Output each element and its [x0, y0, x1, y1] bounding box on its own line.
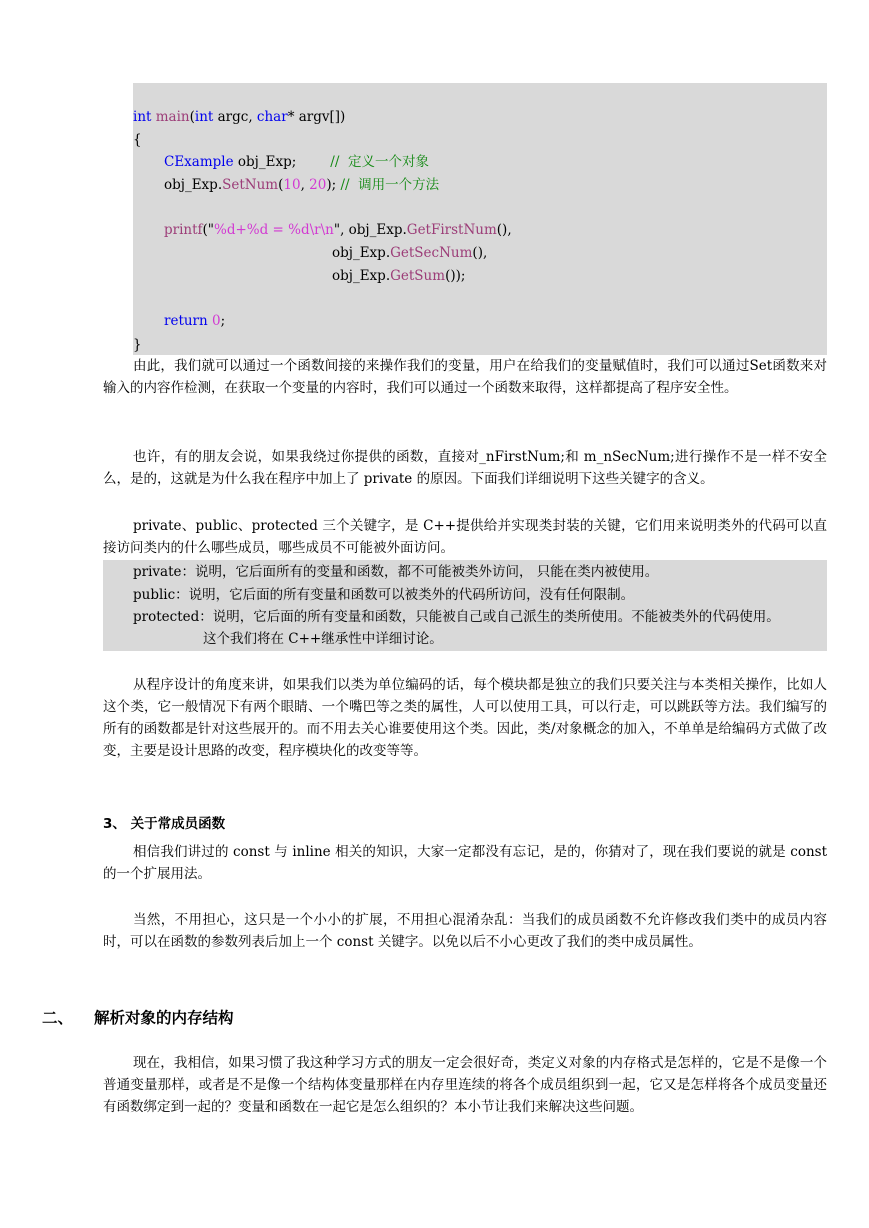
- code-keyword: int: [194, 109, 214, 125]
- code-text: obj_Exp;: [233, 154, 297, 170]
- paragraph-text: 由此，我们就可以通过一个函数间接的来操作我们的变量，用户在给我们的变量赋值时，我们可以通过Set函数来对输入的内容作检测，在获取一个变量的内容时，我们可以通过一个函数来取得，这样都提高了程序安全性。: [103, 358, 827, 396]
- code-text: ;: [220, 313, 226, 329]
- code-line-setnum: [164, 177, 439, 193]
- code-function: main: [155, 109, 190, 125]
- paragraph-text: 现在，我相信，如果习惯了我这种学习方式的朋友一定会很好奇，类定义对象的内存格式是怎样的，它是不是像一个普通变量那样，或者是不是像一个结构体变量那样在内存里连续的将各个成员组织到一起，它又是怎样将各个成员变量还有函数绑定到一起的？变量和函数在一起它是怎么组织的？本小节让我们来解决这些问题。: [103, 1055, 827, 1115]
- paragraph-design: [103, 674, 827, 762]
- row-public: public：说明，它后面的所有变量和函数可以被类外的代码所访问，没有任何限制。: [133, 587, 635, 603]
- code-line-printf: [164, 222, 512, 238]
- code-text: ());: [445, 268, 466, 284]
- row-protected-continued: 这个我们将在 C++继承性中详细讨论。: [203, 631, 443, 647]
- code-keyword: return: [164, 313, 208, 329]
- paragraph-text: private、public、protected 三个关键字，是 C++提供给并实现类封装的关键，它们用来说明类外的代码可以直接访问类内的什么哪些成员，哪些成员不可能被外面访问。: [103, 518, 827, 556]
- code-text: (),: [496, 222, 512, 238]
- code-string: %d+%d = %d\r\n: [214, 222, 334, 238]
- paragraph-function-access: [103, 355, 827, 399]
- code-number: 10: [283, 177, 301, 193]
- code-line-close-brace: }: [133, 337, 142, 353]
- code-line-return: [164, 313, 225, 329]
- code-function: GetSum: [390, 268, 446, 284]
- access-specifier-table: [103, 560, 827, 651]
- code-function: GetSecNum: [390, 245, 473, 261]
- code-number: 0: [212, 313, 221, 329]
- code-function: printf: [164, 222, 203, 238]
- code-keyword: char: [256, 109, 288, 125]
- code-text: obj_Exp.: [164, 177, 223, 193]
- paragraph-keywords: [103, 515, 827, 559]
- row-private: private：说明，它后面所有的变量和函数，都不可能被类外访问， 只能在类内被使用。: [133, 564, 659, 580]
- code-text: (: [189, 109, 195, 125]
- paragraph-const: [103, 841, 827, 885]
- code-function: GetFirstNum: [406, 222, 497, 238]
- paragraph-bypass: [103, 446, 827, 490]
- code-text: ,: [300, 177, 310, 193]
- code-function: SetNum: [222, 177, 279, 193]
- code-type: CExample: [164, 154, 234, 170]
- code-text: (: [278, 177, 284, 193]
- code-line-getsum: [332, 268, 465, 284]
- code-line-getsecnum: [332, 245, 487, 261]
- code-comment: // 定义一个对象: [330, 154, 429, 170]
- code-keyword: int: [133, 109, 152, 125]
- code-text: (": [202, 222, 215, 238]
- code-text: obj_Exp.: [332, 268, 391, 284]
- row-protected: protected：说明，它后面的所有变量和函数，只能被自己或自己派生的类所使用。不能被类外的代码使用。: [133, 609, 780, 625]
- section-title: 解析对象的内存结构: [94, 1009, 234, 1027]
- code-line-open-brace: {: [133, 132, 142, 148]
- code-text: argc,: [213, 109, 257, 125]
- paragraph-text: 相信我们讲过的 const 与 inline 相关的知识，大家一定都没有忘记，是的，你猜对了，现在我们要说的就是 const 的一个扩展用法。: [103, 844, 827, 882]
- code-line-main: [133, 109, 345, 125]
- paragraph-text: 也许，有的朋友会说，如果我绕过你提供的函数，直接对_nFirstNum;和 m_nSecNum;进行操作不是一样不安全么，是的，这就是为什么我在程序中加上了 private 的原因。下面我们详细说明下这些关键字的含义。: [103, 449, 827, 487]
- section-number: 二、: [42, 1009, 74, 1027]
- code-text: (),: [472, 245, 488, 261]
- code-number: 20: [309, 177, 327, 193]
- paragraph-text: 从程序设计的角度来讲，如果我们以类为单位编码的话，每个模块都是独立的我们只要关注与本类相关操作，比如人这个类，它一般情况下有两个眼睛、一个嘴巴等之类的属性，人可以使用工具，可以行走，可以跳跃等方法。我们编写的所有的函数都是针对这些展开的。而不用去关心谁要使用这个类。因此，类/对象概念的加入，不单单是给编码方式做了改变，主要是设计思路的改变，程序模块化的改变等等。: [103, 677, 827, 759]
- code-text: );: [326, 177, 341, 193]
- section-heading-3: 3、 关于常成员函数: [103, 816, 226, 832]
- code-comment: // 调用一个方法: [340, 177, 440, 193]
- code-block: [133, 83, 827, 355]
- paragraph-text: 当然，不用担心，这只是一个小小的扩展，不用担心混淆杂乱：当我们的成员函数不允许修改我们类中的成员内容时，可以在函数的参数列表后加上一个 const 关键字。以免以后不小心更改了我们的类中成员属性。: [103, 912, 827, 950]
- code-text: * argv[]): [287, 109, 346, 125]
- code-text: ", obj_Exp.: [333, 222, 407, 238]
- code-text: obj_Exp.: [332, 245, 391, 261]
- paragraph-memory: [103, 1052, 827, 1118]
- paragraph-const-member: [103, 909, 827, 953]
- code-line-declare: [164, 154, 429, 170]
- section-heading-2: [42, 1006, 234, 1028]
